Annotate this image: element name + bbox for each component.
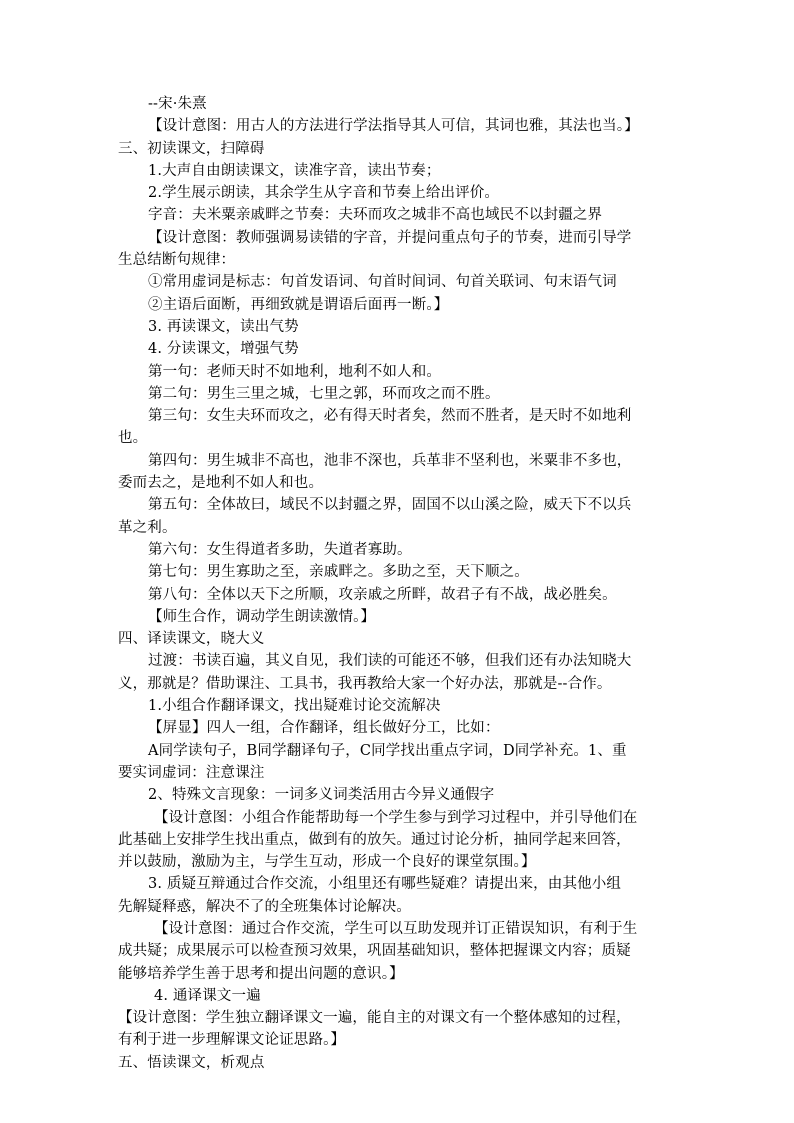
- text-line: 也。: [118, 430, 148, 447]
- text-line: 字音：夫米粟亲戚畔之节奏：夫环而攻之城非不高也域民不以封疆之界: [148, 207, 603, 224]
- text-line: ①常用虚词是标志：句首发语词、句首时间词、句首关联词、句末语气词: [148, 274, 617, 291]
- text-line: 1.小组合作翻译课文，找出疑难讨论交流解决: [148, 698, 441, 715]
- text-line: 要实词虚词：注意课注: [118, 764, 265, 781]
- text-line: 3. 质疑互辩通过合作交流，小组里还有哪些疑难？请提出来，由其他小组: [148, 876, 622, 893]
- text-line: 第八句：全体以天下之所顺，攻亲戚之所畔，故君子有不战，战必胜矣。: [148, 586, 617, 603]
- text-line: 委而去之，是地利不如人和也。: [118, 475, 324, 492]
- text-line: 1.大声自由朗读课文，读准字音，读出节奏；: [148, 162, 441, 179]
- text-line: 第二句：男生三里之城，七里之郭，环而攻之而不胜。: [148, 385, 500, 402]
- text-line: 此基础上安排学生找出重点，做到有的放矢。通过讨论分析，抽同学起来回答，: [118, 831, 631, 848]
- text-line: 先解疑释惑，解决不了的全班集体讨论解决。: [118, 898, 411, 915]
- text-line: ②主语后面断，再细致就是谓语后面再一断。】: [148, 296, 449, 313]
- text-line: 【设计意图：学生独立翻译课文一遍，能自主的对课文有一个整体感知的过程，: [118, 1010, 631, 1027]
- text-line: 【设计意图：用古人的方法进行学法指导其人可信，其词也雅，其法也当。】: [148, 118, 639, 135]
- text-line: 有利于进一步理解课文论证思路。】: [118, 1032, 346, 1049]
- text-line: 第六句：女生得道者多助，失道者寡助。: [148, 541, 412, 558]
- text-line: 并以鼓励，激励为主，与学生互动，形成一个良好的课堂氛围。】: [118, 854, 536, 871]
- text-line: 【师生合作，调动学生朗读激情。】: [148, 608, 376, 625]
- text-line: 2、特殊文言现象：一词多义词类活用古今异义通假字: [148, 787, 495, 804]
- text-line: 第三句：女生夫环而攻之，必有得天时者矣，然而不胜者，是天时不如地利: [148, 408, 632, 425]
- text-line: 4. 分读课文，增强气势: [148, 341, 299, 358]
- text-line: 义，那就是？借助课注、工具书，我再教给大家一个好办法，那就是--合作。: [118, 675, 612, 692]
- text-line: 【设计意图：通过合作交流，学生可以互助发现并订正错误知识，有利于生: [154, 920, 638, 937]
- text-line: 第一句：老师天时不如地利，地利不如人和。: [148, 363, 441, 380]
- text-line: --宋·朱熹: [148, 96, 207, 112]
- text-line: 五、悟读课文，析观点: [118, 1054, 265, 1071]
- text-line: 【屏显】四人一组，合作翻译，组长做好分工，比如：: [148, 720, 500, 737]
- text-line: 能够培养学生善于思考和提出问题的意识。】: [118, 965, 404, 982]
- text-line: 革之利。: [118, 519, 177, 536]
- text-line: 生总结断句规律：: [118, 252, 236, 269]
- text-line: 第七句：男生寡助之至，亲戚畔之。多助之至，天下顺之。: [148, 564, 529, 581]
- text-line: 第四句：男生城非不高也，池非不深也，兵革非不坚利也，米粟非不多也，: [148, 452, 632, 469]
- text-line: 3. 再读课文，读出气势: [148, 318, 299, 335]
- text-line: 【设计意图：小组合作能帮助每一个学生参与到学习过程中，并引导他们在: [154, 809, 638, 826]
- text-line: 四、译读课文，晓大义: [118, 631, 265, 648]
- text-line: 成共疑；成果展示可以检查预习效果，巩固基础知识，整体把握课文内容；质疑: [118, 943, 631, 960]
- text-line: 过渡：书读百遍，其义自见，我们读的可能还不够，但我们还有办法知晓大: [148, 653, 632, 670]
- document-page: [118, 93, 678, 1074]
- text-line: 2.学生展示朗读，其余学生从字音和节奏上给出评价。: [148, 185, 500, 202]
- text-line: 【设计意图：教师强调易读错的字音，并提问重点句子的节奏，进而引导学: [148, 229, 632, 246]
- text-line: 第五句：全体故曰，域民不以封疆之界，固国不以山溪之险，威天下不以兵: [148, 497, 632, 514]
- text-line: 4. 通译课文一遍: [154, 987, 261, 1004]
- text-line: 三、初读课文，扫障碍: [118, 140, 265, 157]
- text-line: A同学读句子，B同学翻译句子，C同学找出重点字词，D同学补充。1、重: [148, 742, 627, 759]
